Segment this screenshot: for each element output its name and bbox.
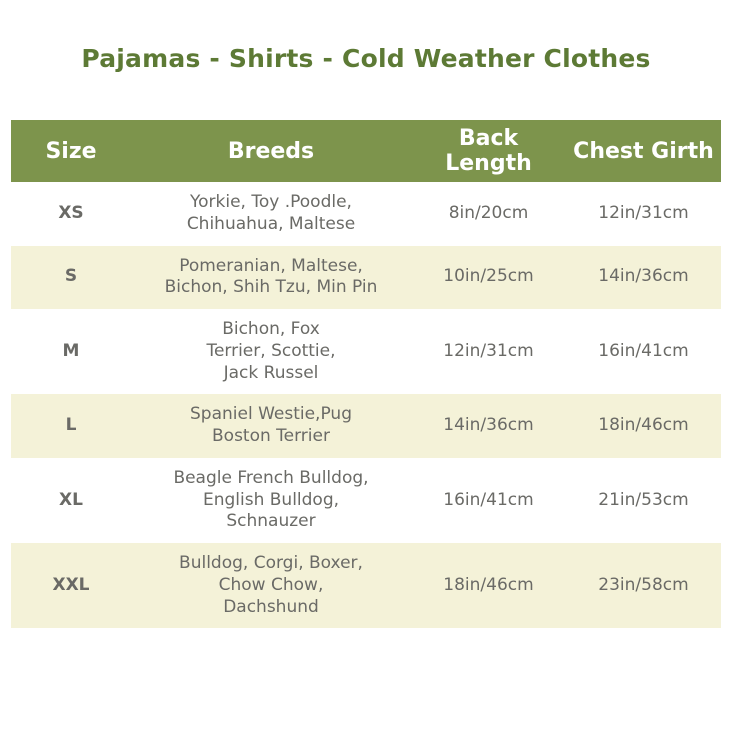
column-header-breeds: Breeds [131, 120, 411, 182]
table-row [11, 182, 721, 246]
cell-breeds [131, 543, 411, 628]
cell-chest-girth: 21in/53cm [566, 458, 721, 543]
breeds-line: Boston Terrier [212, 426, 330, 446]
table-row [11, 309, 721, 394]
breeds-line: Bichon, Shih Tzu, Min Pin [164, 277, 378, 298]
table-row [11, 543, 721, 628]
cell-back-length: 8in/20cm [411, 182, 566, 246]
breeds-line: Schnauzer [226, 511, 316, 532]
table-row [11, 394, 721, 458]
cell-back-length: 14in/36cm [411, 394, 566, 458]
size-table [11, 120, 721, 628]
breeds-line: English Bulldog, [202, 489, 340, 510]
cell-chest-girth: 14in/36cm [566, 246, 721, 310]
column-header-chest-girth: Chest Girth [566, 120, 721, 182]
cell-back-length: 12in/31cm [411, 309, 566, 394]
breeds-line: Chihuahua, Maltese [186, 213, 356, 234]
cell-breeds [131, 394, 411, 458]
cell-back-length: 16in/41cm [411, 458, 566, 543]
cell-breeds [131, 246, 411, 310]
breeds-line: Dachshund [223, 596, 319, 617]
table-body [11, 182, 721, 628]
size-table-container [11, 120, 721, 628]
breeds-line: Chow Chow, [218, 574, 324, 595]
cell-breeds [131, 458, 411, 543]
cell-chest-girth: 16in/41cm [566, 309, 721, 394]
cell-size: XXL [11, 543, 131, 628]
cell-size: S [11, 246, 131, 310]
breeds-line: Yorkie, Toy .Poodle, [190, 192, 352, 212]
breeds-line: Spaniel Westie,Pug [190, 404, 352, 425]
table-header [11, 120, 721, 182]
column-header-back-length: Back Length [411, 120, 566, 182]
breeds-line: Jack Russel [223, 362, 319, 383]
cell-chest-girth: 23in/58cm [566, 543, 721, 628]
page-title: Pajamas - Shirts - Cold Weather Clothes [81, 44, 651, 73]
breeds-line: Bulldog, Corgi, Boxer, [179, 553, 363, 573]
cell-chest-girth: 18in/46cm [566, 394, 721, 458]
column-header-size: Size [11, 120, 131, 182]
table-row [11, 246, 721, 310]
breeds-line: Bichon, Fox [222, 319, 320, 339]
table-row [11, 458, 721, 543]
cell-size: XS [11, 182, 131, 246]
cell-chest-girth: 12in/31cm [566, 182, 721, 246]
table-header-row [11, 120, 721, 182]
breeds-line: Beagle French Bulldog, [173, 467, 369, 488]
cell-back-length: 10in/25cm [411, 246, 566, 310]
cell-breeds [131, 182, 411, 246]
cell-size: XL [11, 458, 131, 543]
cell-size: L [11, 394, 131, 458]
breeds-line: Pomeranian, Maltese, [179, 255, 363, 276]
cell-size: M [11, 309, 131, 394]
breeds-line: Terrier, Scottie, [206, 340, 336, 361]
cell-back-length: 18in/46cm [411, 543, 566, 628]
cell-breeds [131, 309, 411, 394]
